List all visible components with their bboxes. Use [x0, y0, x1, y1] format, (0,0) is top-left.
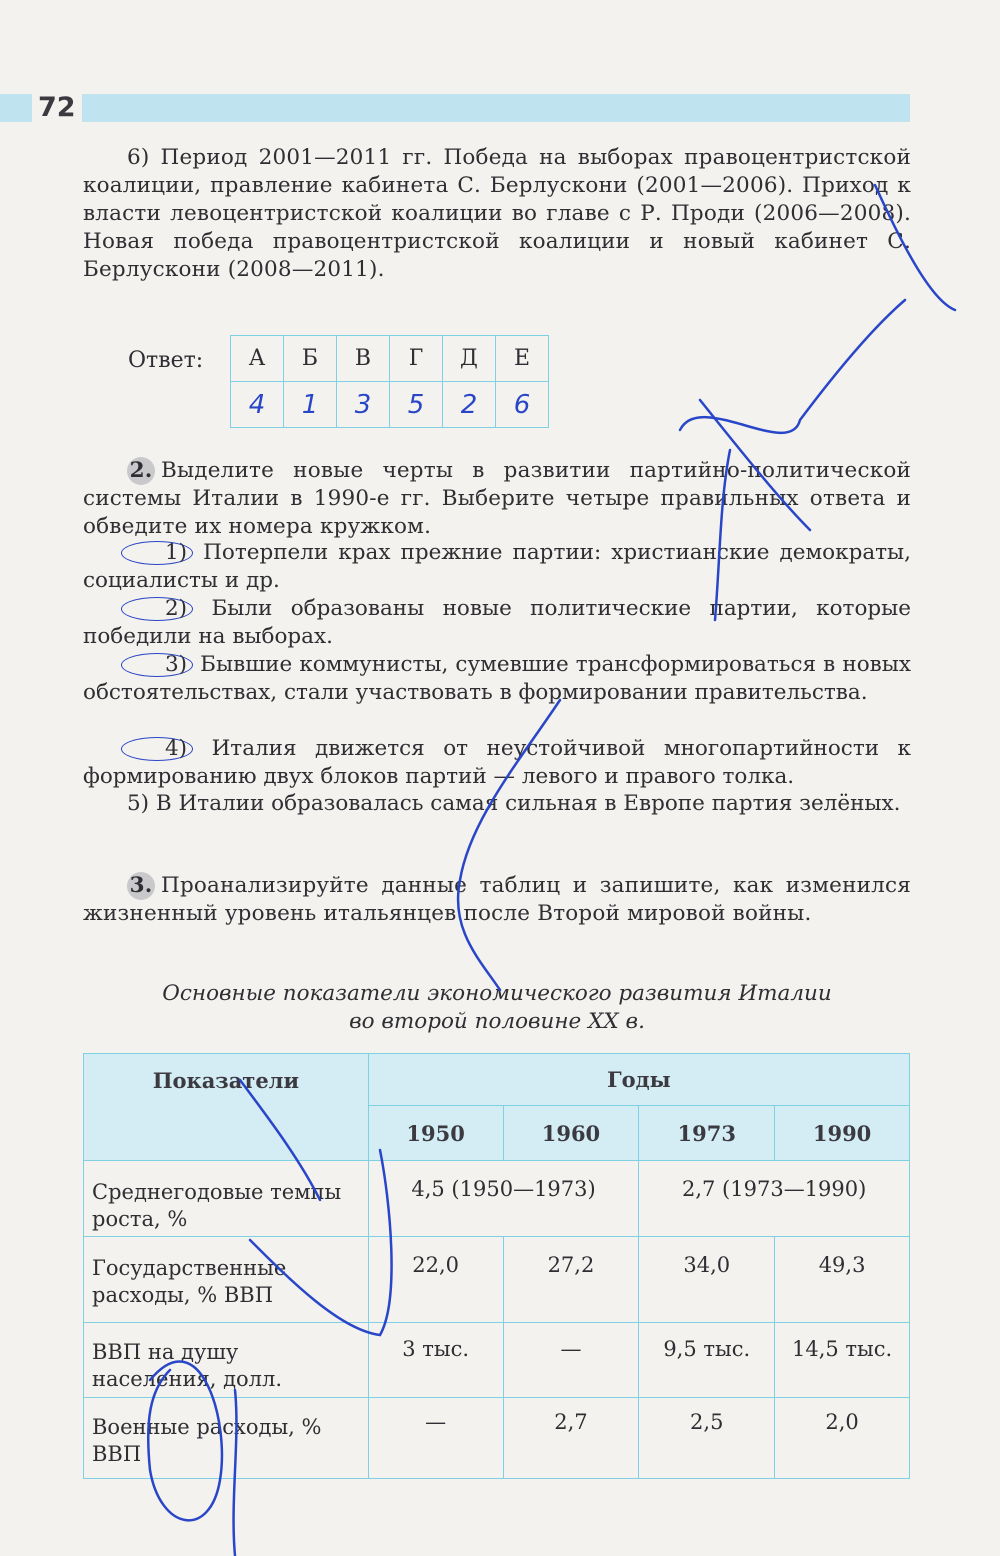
option-5[interactable]	[83, 790, 911, 818]
cell: 9,5 тыс.	[639, 1323, 775, 1398]
answer-letter: Д	[443, 336, 496, 382]
task-2	[83, 457, 911, 541]
year-header: 1990	[775, 1106, 910, 1161]
answer-digit: 5	[390, 382, 443, 428]
cell: 4,5 (1950—1973)	[368, 1161, 639, 1237]
option-text: Италия движется от неустойчивой многопартийности к формированию двух блоков партий — левого и правого толка.	[83, 736, 911, 789]
option-3[interactable]	[83, 651, 911, 707]
answer-digit: 6	[496, 382, 549, 428]
option-4[interactable]	[83, 735, 911, 791]
table-row	[84, 1323, 910, 1398]
answer-digit: 2	[443, 382, 496, 428]
header-band	[0, 94, 910, 122]
page-number: 72	[32, 92, 82, 123]
caption-line: Основные показатели экономического развития Италии	[162, 981, 832, 1006]
cell: 2,5	[639, 1398, 775, 1479]
cell: 49,3	[775, 1237, 910, 1323]
pen-stroke	[680, 300, 905, 433]
year-header: 1973	[639, 1106, 775, 1161]
cell: 34,0	[639, 1237, 775, 1323]
cell: 14,5 тыс.	[775, 1323, 910, 1398]
option-text: Бывшие коммунисты, сумевшие трансформироваться в новых обстоятельствах, стали участвовать в формировании правительства.	[83, 652, 911, 705]
option-2[interactable]	[83, 595, 911, 651]
cell: 2,7	[503, 1398, 639, 1479]
answer-letter: Г	[390, 336, 443, 382]
cell: 3 тыс.	[368, 1323, 503, 1398]
row-label: Среднегодовые темпы роста, %	[84, 1161, 369, 1237]
table-row	[84, 1161, 910, 1237]
task-3	[83, 872, 911, 928]
answer-digit: 3	[337, 382, 390, 428]
year-header: 1950	[368, 1106, 503, 1161]
year-header: 1960	[503, 1106, 639, 1161]
table-caption	[83, 980, 911, 1036]
header-years: Годы	[368, 1054, 909, 1106]
option-text: Потерпели крах прежние партии: христианские демократы, социалисты и др.	[83, 540, 911, 593]
item-6-text: 6) Период 2001—2011 гг. Победа на выборах правоцентристской коалиции, правление кабинета С. Берлускони (2001—2006). Приход к власти левоцентристской коалиции во главе с Р. Проди (2006—2008). Новая победа правоцентристской коалиции и новый кабинет С. Берлускони (2008—2011).	[83, 145, 911, 282]
answer-digit: 1	[284, 382, 337, 428]
option-number-circled: 2)	[121, 597, 193, 621]
option-number-circled: 1)	[121, 541, 193, 565]
task-number: 3.	[127, 872, 155, 900]
task-number: 2.	[127, 457, 155, 485]
caption-line: во второй половине XX в.	[349, 1009, 645, 1034]
cell: 22,0	[368, 1237, 503, 1323]
answer-letter: А	[231, 336, 284, 382]
answer-letter: Е	[496, 336, 549, 382]
option-number-circled: 4)	[121, 737, 193, 761]
option-text: В Италии образовалась самая сильная в Европе партия зелёных.	[155, 791, 901, 816]
cell: 2,0	[775, 1398, 910, 1479]
cell: 2,7 (1973—1990)	[639, 1161, 910, 1237]
answer-digit: 4	[231, 382, 284, 428]
cell: 27,2	[503, 1237, 639, 1323]
header-indicators: Показатели	[84, 1054, 369, 1161]
option-text: Были образованы новые политические партии, которые победили на выборах.	[83, 596, 911, 649]
option-number: 5)	[127, 791, 150, 816]
cell: —	[368, 1398, 503, 1479]
row-label: Государственные расходы, % ВВП	[84, 1237, 369, 1323]
row-label: ВВП на душу населения, долл.	[84, 1323, 369, 1398]
economic-indicators-table	[83, 1053, 910, 1479]
answer-letter: В	[337, 336, 390, 382]
task-3-text: Проанализируйте данные таблиц и запишите, как изменился жизненный уровень итальянцев после Второй мировой войны.	[83, 873, 911, 926]
cell: —	[503, 1323, 639, 1398]
table-row	[84, 1398, 910, 1479]
task-2-text: Выделите новые черты в развитии партийно-политической системы Италии в 1990-е гг. Выберите четыре правильных ответа и обведите их номера кружком.	[83, 458, 911, 539]
row-label: Военные расходы, % ВВП	[84, 1398, 369, 1479]
answer-table	[230, 335, 549, 428]
option-1[interactable]	[83, 539, 911, 595]
option-number-circled: 3)	[121, 653, 193, 677]
answer-label: Ответ:	[128, 348, 204, 373]
answer-letter: Б	[284, 336, 337, 382]
table-row	[84, 1237, 910, 1323]
